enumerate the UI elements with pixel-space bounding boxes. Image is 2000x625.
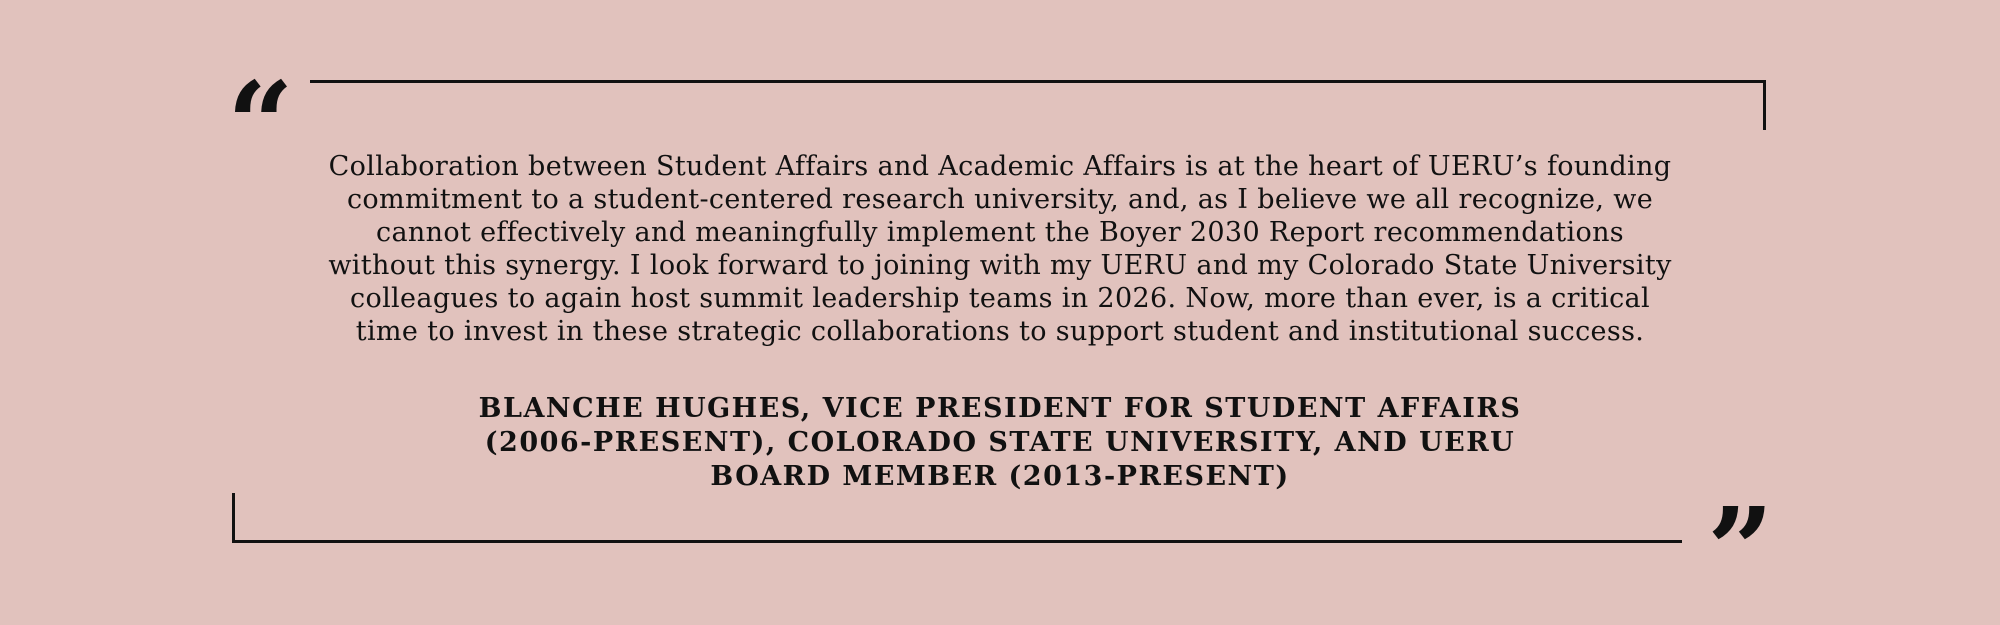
quote-line: time to invest in these strategic collaborations to support student and institutional success. bbox=[355, 316, 1645, 347]
quote-line: commitment to a student-centered research university, and, as I believe we all recognize, we bbox=[346, 184, 1654, 215]
close-quote-icon: ” bbox=[1707, 483, 1774, 619]
attribution-line: BOARD MEMBER (2013-PRESENT) bbox=[710, 461, 1290, 492]
bottom-left-border-tick bbox=[232, 493, 235, 543]
open-quote-icon: “ bbox=[227, 57, 294, 193]
attribution-line: (2006-PRESENT), COLORADO STATE UNIVERSITY, AND UERU bbox=[484, 427, 1516, 458]
attribution-line: BLANCHE HUGHES, VICE PRESIDENT FOR STUDENT AFFAIRS bbox=[478, 393, 1522, 424]
quote-attribution bbox=[300, 392, 1700, 494]
bottom-border-line bbox=[232, 540, 1682, 543]
quote-line: cannot effectively and meaningfully implement the Boyer 2030 Report recommendations bbox=[375, 217, 1625, 248]
quote-text bbox=[300, 150, 1700, 348]
quote-line: colleagues to again host summit leadership teams in 2026. Now, more than ever, is a critical bbox=[350, 283, 1650, 314]
quote-line: without this synergy. I look forward to joining with my UERU and my Colorado State University bbox=[328, 250, 1672, 281]
top-border-line bbox=[310, 80, 1766, 83]
quote-line: Collaboration between Student Affairs and Academic Affairs is at the heart of UERU’s founding bbox=[328, 151, 1672, 182]
top-right-border-tick bbox=[1763, 80, 1766, 130]
